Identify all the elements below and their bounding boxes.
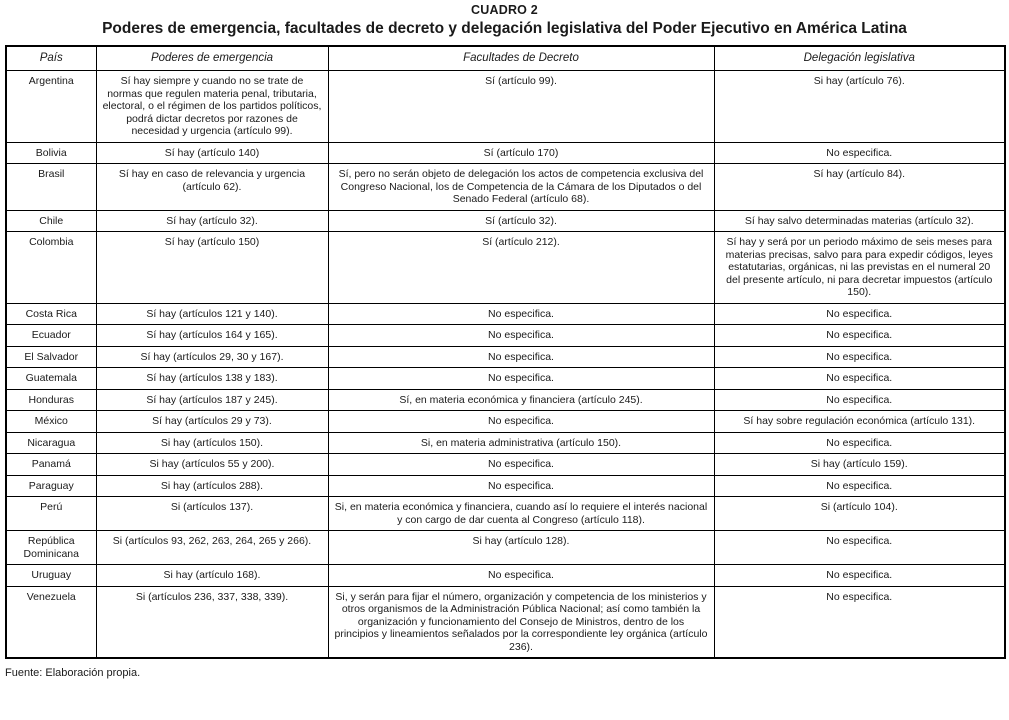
table-number-title: CUADRO 2 bbox=[471, 3, 538, 17]
cell-poderes: Sí hay (artículos 164 y 165). bbox=[96, 325, 328, 347]
cell-facultades: No especifica. bbox=[328, 411, 714, 433]
cell-delegacion: Sí hay (artículo 84). bbox=[714, 164, 1005, 211]
emergency-powers-table bbox=[5, 45, 1006, 659]
cell-facultades: Sí, en materia económica y financiera (artículo 245). bbox=[328, 389, 714, 411]
cell-pais: Nicaragua bbox=[6, 432, 96, 454]
cell-facultades: Sí (artículo 212). bbox=[328, 232, 714, 304]
cell-delegacion: Sí hay salvo determinadas materias (artículo 32). bbox=[714, 210, 1005, 232]
cell-delegacion: No especifica. bbox=[714, 303, 1005, 325]
cell-delegacion: No especifica. bbox=[714, 368, 1005, 390]
cell-delegacion: No especifica. bbox=[714, 586, 1005, 658]
cell-pais: Uruguay bbox=[6, 565, 96, 587]
cell-poderes: Sí hay (artículos 29, 30 y 167). bbox=[96, 346, 328, 368]
cell-facultades: Si, en materia económica y financiera, cuando así lo requiere el interés nacional y con cargo de dar cuenta al Congreso (artículo 118). bbox=[328, 497, 714, 531]
cell-delegacion: Sí hay sobre regulación económica (artículo 131). bbox=[714, 411, 1005, 433]
cell-pais: Bolivia bbox=[6, 142, 96, 164]
table-row bbox=[6, 565, 1005, 587]
table-row bbox=[6, 325, 1005, 347]
column-header-facultades: Facultades de Decreto bbox=[328, 46, 714, 71]
cell-pais: El Salvador bbox=[6, 346, 96, 368]
cell-poderes: Si hay (artículos 55 y 200). bbox=[96, 454, 328, 476]
cell-poderes: Sí hay (artículo 150) bbox=[96, 232, 328, 304]
cell-pais: Argentina bbox=[6, 71, 96, 143]
cell-pais: Costa Rica bbox=[6, 303, 96, 325]
column-header-poderes: Poderes de emergencia bbox=[96, 46, 328, 71]
cell-facultades: No especifica. bbox=[328, 454, 714, 476]
cell-delegacion: No especifica. bbox=[714, 142, 1005, 164]
cell-facultades: Sí (artículo 170) bbox=[328, 142, 714, 164]
cell-facultades: No especifica. bbox=[328, 346, 714, 368]
cell-poderes: Sí hay (artículo 140) bbox=[96, 142, 328, 164]
cell-poderes: Sí hay en caso de relevancia y urgencia (artículo 62). bbox=[96, 164, 328, 211]
cell-pais: Paraguay bbox=[6, 475, 96, 497]
cell-delegacion: Si hay (artículo 159). bbox=[714, 454, 1005, 476]
cell-poderes: Sí hay siempre y cuando no se trate de normas que regulen materia penal, tributaria, electoral, o el régimen de los partidos políticos, podrá dictar decretos por razones de necesidad y urgencia (artículo 99). bbox=[96, 71, 328, 143]
cell-poderes: Sí hay (artículos 121 y 140). bbox=[96, 303, 328, 325]
table-row bbox=[6, 531, 1005, 565]
cell-facultades: Sí, pero no serán objeto de delegación los actos de competencia exclusiva del Congreso Nacional, los de Competencia de la Cámara de los Diputados o del Senado Federal (artículo 68). bbox=[328, 164, 714, 211]
cell-pais: Colombia bbox=[6, 232, 96, 304]
cell-poderes: Sí hay (artículos 138 y 183). bbox=[96, 368, 328, 390]
source-note: Fuente: Elaboración propia. bbox=[5, 667, 141, 679]
cell-facultades: Si hay (artículo 128). bbox=[328, 531, 714, 565]
cell-facultades: Sí (artículo 99). bbox=[328, 71, 714, 143]
cell-poderes: Si hay (artículos 288). bbox=[96, 475, 328, 497]
cell-delegacion: No especifica. bbox=[714, 325, 1005, 347]
cell-poderes: Sí hay (artículos 187 y 245). bbox=[96, 389, 328, 411]
cell-facultades: Si, y serán para fijar el número, organización y competencia de los ministerios y otros organismos de la Administración Pública Nacional; así como también la organización y funcionamiento del Consejo de Ministros, dentro de los principios y lineamientos señalados por la correspondiente ley orgánica (artículo 236). bbox=[328, 586, 714, 658]
cell-poderes: Si (artículos 137). bbox=[96, 497, 328, 531]
cell-poderes: Si (artículos 93, 262, 263, 264, 265 y 266). bbox=[96, 531, 328, 565]
table-row bbox=[6, 475, 1005, 497]
table-row bbox=[6, 164, 1005, 211]
cell-delegacion: No especifica. bbox=[714, 346, 1005, 368]
table-row bbox=[6, 586, 1005, 658]
cell-delegacion: Sí hay y será por un periodo máximo de seis meses para materias precisas, salvo para para expedir códigos, leyes estatutarias, orgánicas, ni las previstas en el numeral 20 del presente artículo, ni para decretar impuestos (artículo 150). bbox=[714, 232, 1005, 304]
cell-facultades: No especifica. bbox=[328, 368, 714, 390]
cell-pais: México bbox=[6, 411, 96, 433]
cell-pais: Chile bbox=[6, 210, 96, 232]
table-row bbox=[6, 389, 1005, 411]
cell-delegacion: No especifica. bbox=[714, 389, 1005, 411]
cell-pais: Perú bbox=[6, 497, 96, 531]
cell-pais: Panamá bbox=[6, 454, 96, 476]
cell-pais: Guatemala bbox=[6, 368, 96, 390]
table-row bbox=[6, 346, 1005, 368]
column-header-pais: País bbox=[6, 46, 96, 71]
table-row bbox=[6, 497, 1005, 531]
cell-facultades: No especifica. bbox=[328, 303, 714, 325]
table-body bbox=[6, 71, 1005, 659]
cell-pais: Brasil bbox=[6, 164, 96, 211]
cell-facultades: No especifica. bbox=[328, 565, 714, 587]
cell-delegacion: No especifica. bbox=[714, 432, 1005, 454]
table-row bbox=[6, 232, 1005, 304]
table-header-row bbox=[6, 46, 1005, 71]
cell-delegacion: No especifica. bbox=[714, 475, 1005, 497]
cell-poderes: Sí hay (artículos 29 y 73). bbox=[96, 411, 328, 433]
cell-facultades: No especifica. bbox=[328, 325, 714, 347]
cell-pais: Honduras bbox=[6, 389, 96, 411]
table-row bbox=[6, 368, 1005, 390]
table-row bbox=[6, 210, 1005, 232]
cell-poderes: Si hay (artículos 150). bbox=[96, 432, 328, 454]
table-row bbox=[6, 71, 1005, 143]
cell-delegacion: No especifica. bbox=[714, 531, 1005, 565]
cell-pais: Ecuador bbox=[6, 325, 96, 347]
table-row bbox=[6, 454, 1005, 476]
cell-facultades: Si, en materia administrativa (artículo 150). bbox=[328, 432, 714, 454]
cell-poderes: Sí hay (artículo 32). bbox=[96, 210, 328, 232]
table-row bbox=[6, 303, 1005, 325]
page-title: Poderes de emergencia, facultades de decreto y delegación legislativa del Poder Ejecutivo en América Latina bbox=[102, 20, 907, 37]
cell-delegacion: Si (artículo 104). bbox=[714, 497, 1005, 531]
cell-delegacion: Si hay (artículo 76). bbox=[714, 71, 1005, 143]
cell-facultades: Sí (artículo 32). bbox=[328, 210, 714, 232]
cell-poderes: Si (artículos 236, 337, 338, 339). bbox=[96, 586, 328, 658]
column-header-delegacion: Delegación legislativa bbox=[714, 46, 1005, 71]
cell-pais: Venezuela bbox=[6, 586, 96, 658]
table-row bbox=[6, 432, 1005, 454]
table-row bbox=[6, 142, 1005, 164]
table-row bbox=[6, 411, 1005, 433]
cell-delegacion: No especifica. bbox=[714, 565, 1005, 587]
cell-pais: República Dominicana bbox=[6, 531, 96, 565]
cell-poderes: Si hay (artículo 168). bbox=[96, 565, 328, 587]
cell-facultades: No especifica. bbox=[328, 475, 714, 497]
